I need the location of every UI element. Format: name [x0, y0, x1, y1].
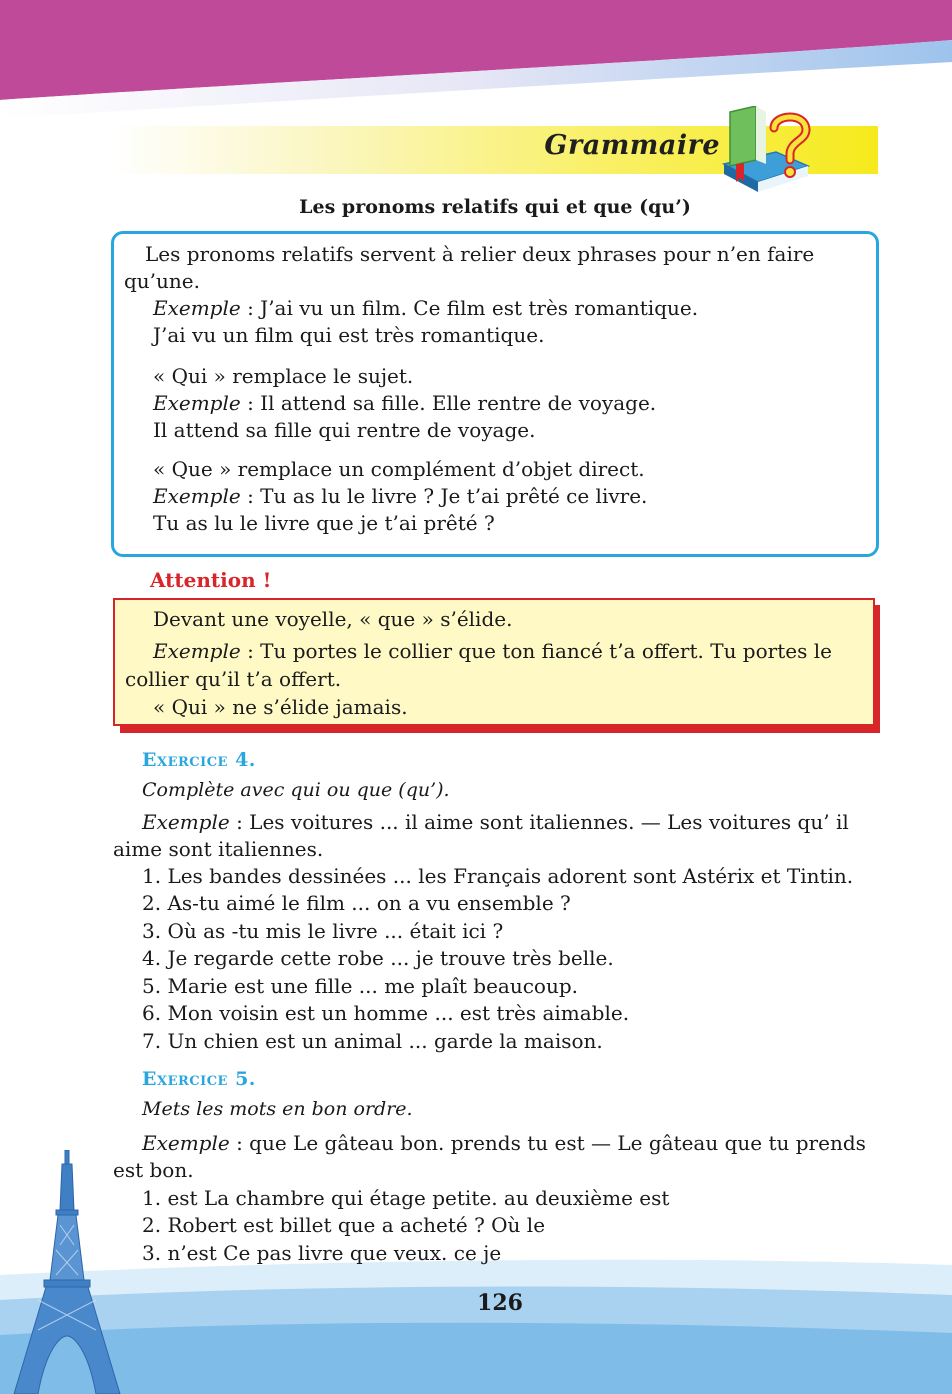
- example-label: Exemple: [142, 1131, 230, 1155]
- exercise-4-item: 5. Marie est une fille ... me plaît beaucoup.: [142, 974, 578, 998]
- qui-rule: « Qui » remplace le sujet.: [153, 364, 414, 388]
- example-3-text: : Tu as lu le livre ? Je t’ai prêté ce livre.: [240, 484, 648, 508]
- exercise-4-item: 4. Je regarde cette robe ... je trouve très belle.: [142, 946, 614, 970]
- exercise-5-item: 3. n’est Ce pas livre que veux. ce je: [142, 1241, 502, 1265]
- example-1: [153, 296, 698, 320]
- eiffel-tower-icon: [8, 1150, 128, 1394]
- exercise-5-instruction: Mets les mots en bon ordre.: [142, 1098, 413, 1120]
- que-rule: « Que » remplace un complément d’objet direct.: [153, 457, 645, 481]
- attention-heading: Attention !: [150, 568, 272, 592]
- exercise-4-item: 1. Les bandes dessinées ... les Français adorent sont Astérix et Tintin.: [142, 864, 854, 888]
- bottom-decorative-band: [0, 1255, 952, 1394]
- example-2-text: : Il attend sa fille. Elle rentre de voyage.: [240, 391, 657, 415]
- exercise-4-item: 6. Mon voisin est un homme ... est très aimable.: [142, 1001, 630, 1025]
- attention-line-4: « Qui » ne s’élide jamais.: [153, 695, 408, 719]
- example-label: Exemple: [153, 639, 241, 663]
- books-question-icon: [720, 106, 820, 198]
- exercise-4-heading: Exercice 4.: [142, 749, 256, 771]
- exercise-5-item: 1. est La chambre qui étage petite. au deuxième est: [142, 1186, 670, 1210]
- example-3: [153, 484, 647, 508]
- example-2-result: Il attend sa fille qui rentre de voyage.: [153, 418, 536, 442]
- exercise-4-instruction: Complète avec qui ou que (qu’).: [142, 779, 450, 801]
- attention-line-1: Devant une voyelle, « que » s’élide.: [153, 607, 513, 631]
- example-label: Exemple: [153, 296, 241, 320]
- exercise-4-item: 2. As-tu aimé le film ... on a vu ensemble ?: [142, 891, 571, 915]
- attention-example: [153, 639, 832, 663]
- exercise-4-item: 3. Où as -tu mis le livre ... était ici ?: [142, 919, 504, 943]
- intro-line-2: qu’une.: [124, 269, 200, 293]
- example-1-result: J’ai vu un film qui est très romantique.: [153, 323, 545, 347]
- exercise-4-example-cont: aime sont italiennes.: [113, 837, 324, 861]
- exercise-4-example-text: : Les voitures ... il aime sont italiennes. — Les voitures qu’ il: [229, 810, 849, 834]
- page-number: 126: [477, 1290, 523, 1316]
- example-3-result: Tu as lu le livre que je t’ai prêté ?: [153, 511, 495, 535]
- attention-example-text: : Tu portes le collier que ton fiancé t’a offert. Tu portes le: [240, 639, 832, 663]
- exercise-5-item: 2. Robert est billet que a acheté ? Où le: [142, 1213, 546, 1237]
- intro-line-1: Les pronoms relatifs servent à relier deux phrases pour n’en faire: [145, 242, 815, 266]
- lesson-subtitle: Les pronoms relatifs qui et que (qu’): [299, 196, 691, 218]
- exercise-5-example-text: : que Le gâteau bon. prends tu est — Le gâteau que tu prends: [229, 1131, 866, 1155]
- exercise-5-example: [142, 1131, 866, 1155]
- example-label: Exemple: [153, 484, 241, 508]
- example-label: Exemple: [142, 810, 230, 834]
- example-label: Exemple: [153, 391, 241, 415]
- exercise-4-item: 7. Un chien est un animal ... garde la maison.: [142, 1029, 603, 1053]
- attention-example-cont: collier qu’il t’a offert.: [125, 667, 342, 691]
- exercise-5-example-cont: est bon.: [113, 1158, 194, 1182]
- example-1-text: : J’ai vu un film. Ce film est très romantique.: [240, 296, 699, 320]
- section-title: Grammaire: [544, 130, 720, 161]
- example-2: [153, 391, 656, 415]
- exercise-4-example: [142, 810, 849, 834]
- exercise-5-heading: Exercice 5.: [142, 1068, 256, 1090]
